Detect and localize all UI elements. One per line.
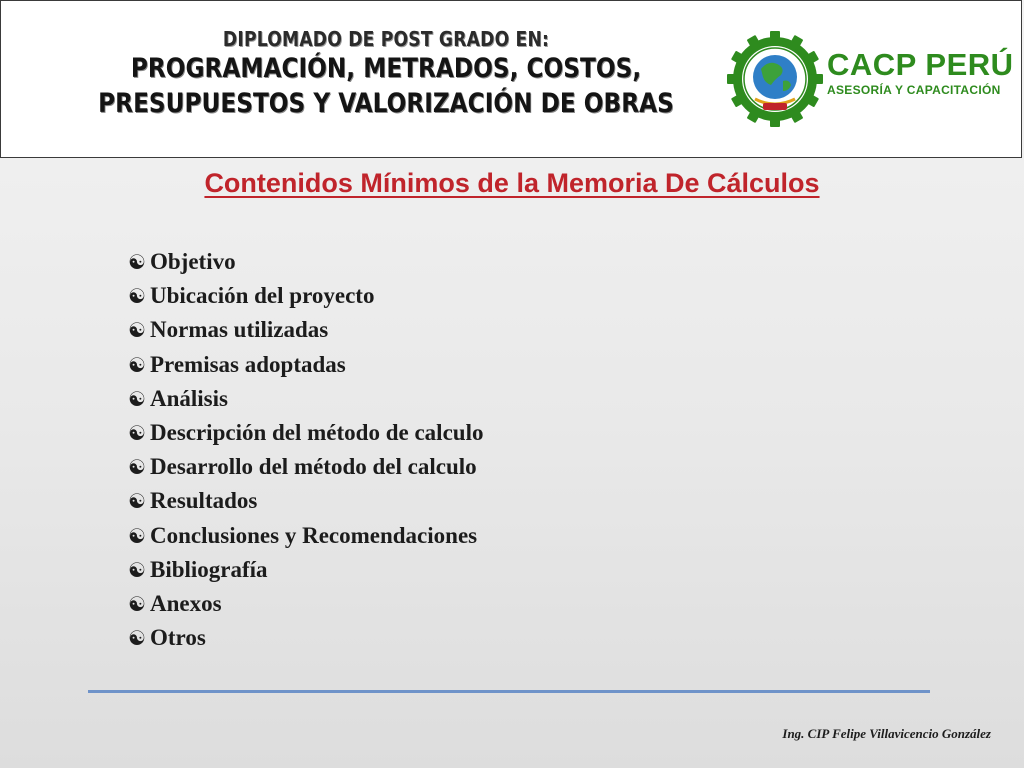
- sun-bullet-icon: ☯: [128, 388, 146, 411]
- list-item-label: Objetivo: [150, 249, 236, 274]
- sun-bullet-icon: ☯: [128, 422, 146, 445]
- list-item: [128, 587, 483, 621]
- sun-bullet-icon: ☯: [128, 593, 146, 616]
- list-item: [128, 621, 483, 655]
- sun-bullet-icon: ☯: [128, 252, 146, 274]
- header-text: [89, 27, 682, 121]
- list-item: [128, 245, 483, 279]
- sun-bullet-icon: ☯: [128, 491, 146, 514]
- list-item-label: Anexos: [150, 590, 222, 616]
- list-item: [128, 484, 483, 518]
- list-item-label: Otros: [150, 625, 206, 651]
- header-line-2: PROGRAMACIÓN, METRADOS, COSTOS,: [130, 53, 642, 84]
- list-item-label: Descripción del método de calculo: [150, 419, 484, 445]
- list-item: [128, 519, 483, 553]
- list-item-label: Premisas adoptadas: [150, 351, 346, 377]
- content-list: [128, 245, 483, 655]
- list-item-label: Desarrollo del método del calculo: [150, 454, 477, 480]
- list-item: [128, 416, 483, 450]
- sun-bullet-icon: ☯: [128, 525, 146, 548]
- sun-bullet-icon: ☯: [128, 628, 146, 651]
- list-item-label: Ubicación del proyecto: [150, 283, 375, 309]
- list-item-label: Normas utilizadas: [150, 317, 329, 343]
- list-item-label: Bibliografía: [150, 556, 268, 582]
- brand-name: CACP PERÚ: [827, 47, 1014, 82]
- list-item-label: Análisis: [150, 385, 228, 411]
- brand-subtitle: ASESORÍA Y CAPACITACIÓN: [827, 83, 1001, 97]
- header-line-3: PRESUPUESTOS Y VALORIZACIÓN DE OBRAS: [98, 88, 674, 119]
- list-item-label: Conclusiones y Recomendaciones: [150, 522, 478, 548]
- header-banner: [0, 0, 1022, 158]
- brand: [827, 49, 1014, 97]
- list-item-label: Resultados: [150, 488, 258, 514]
- list-item: [128, 450, 483, 484]
- list-item: [128, 279, 483, 313]
- list-item: [128, 348, 483, 382]
- list-item: [128, 382, 483, 416]
- footer-author: Ing. CIP Felipe Villavicencio González: [782, 726, 991, 741]
- list-item: [128, 313, 483, 347]
- list-item: [128, 553, 483, 587]
- page-title: Contenidos Mínimos de la Memoria De Cálculos: [204, 168, 820, 198]
- sun-bullet-icon: ☯: [128, 457, 146, 480]
- sun-bullet-icon: ☯: [128, 286, 146, 309]
- header-line-1: DIPLOMADO DE POST GRADO EN:: [222, 27, 550, 51]
- sun-bullet-icon: ☯: [128, 559, 146, 582]
- sun-bullet-icon: ☯: [128, 354, 146, 377]
- divider-line: [88, 690, 930, 693]
- gear-globe-logo-icon: [725, 29, 825, 129]
- sun-bullet-icon: ☯: [128, 320, 146, 343]
